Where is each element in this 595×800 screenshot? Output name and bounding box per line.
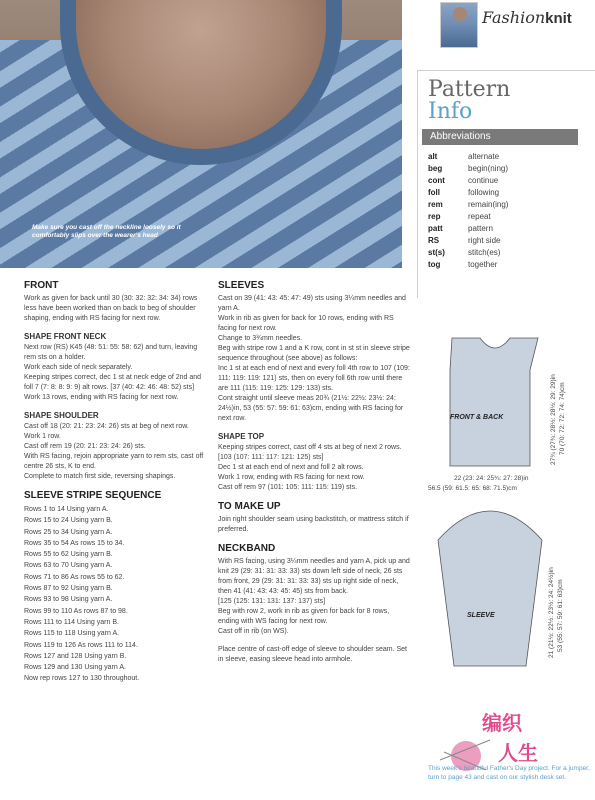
front-text: Work as given for back until 30 (30: 32: 32: 34: 34) rows less have been worked than on back to beg of shoulder shaping, ending with RS facing for next row. — [24, 295, 198, 322]
sleeves-text-6: Cont straight until sleeve meas 20¾ (21½: 22½: 23½: 24: 24½)in, 53 (55: 57: 59: 61: 63)cm, ending with RS facing for next row. — [218, 395, 404, 422]
abbreviation-row — [428, 223, 508, 235]
abbr-value: repeat — [468, 212, 491, 221]
section-shape-top: SHAPE TOP — [218, 432, 265, 441]
sleeves-text-1: Cast on 39 (41: 43: 45: 47: 49) sts using 3¼mm needles and yarn A. — [218, 295, 406, 312]
cover-thumbnail — [440, 2, 478, 48]
sleeve-label: SLEEVE — [467, 612, 495, 619]
info-title-1: Pattern — [428, 77, 511, 102]
top-text-2: Dec 1 st at each end of next and foll 2 alt rows. — [218, 464, 364, 471]
stripe-row: Now rep rows 127 to 130 throughout. — [24, 675, 140, 683]
section-shape-front-neck: SHAPE FRONT NECK — [24, 332, 107, 341]
sleeves-text-3: Change to 3¾mm needles. — [218, 335, 303, 342]
stripe-row-list — [24, 504, 210, 685]
abbreviation-row — [428, 175, 508, 187]
sleeve-height-in: 21 (21½: 22½: 23½: 24: 24½)in — [548, 567, 555, 658]
section-sleeves: SLEEVES — [218, 280, 265, 291]
abbr-key: rem — [428, 200, 443, 209]
info-title-2: Info — [428, 99, 473, 124]
sleeve-diagram — [430, 500, 550, 670]
abbr-value: begin(ning) — [468, 164, 509, 173]
top-text-1: Keeping stripes correct, cast off 4 sts at beg of next 2 rows. [103 (107: 111: 117: 121: 125) sts] — [218, 444, 402, 461]
neckband-text-3: Beg with row 2, work in rib as given for back for 8 rows, ending with WS facing for next row. — [218, 608, 390, 625]
shoulder-text-5: Complete to match first side, reversing shapings. — [24, 473, 176, 480]
svg-text:编织: 编织 — [482, 711, 522, 735]
stripe-row: Rows 115 to 118 Using yarn A. — [24, 630, 120, 638]
abbreviation-row — [428, 163, 508, 175]
section-shape-shoulder: SHAPE SHOULDER — [24, 411, 99, 420]
abbr-key: rep — [428, 212, 441, 221]
neckband-text-2: [125 (125: 131: 131: 137: 137) sts] — [218, 598, 326, 605]
abbreviation-row — [428, 235, 508, 247]
stripe-row: Rows 63 to 70 Using yarn A. — [24, 562, 113, 570]
stripe-row: Rows 15 to 24 Using yarn B. — [24, 517, 113, 525]
abbr-key: cont — [428, 176, 445, 185]
stripe-row: Rows 119 to 126 As rows 111 to 114. — [24, 641, 138, 649]
abbr-key: st(s) — [428, 248, 445, 257]
abbr-value: alternate — [468, 152, 500, 161]
abbreviations-table — [428, 151, 508, 271]
stripe-row: Rows 71 to 86 As rows 55 to 62. — [24, 573, 125, 581]
abbreviation-row — [428, 151, 508, 163]
abbr-value: stitch(es) — [468, 248, 501, 257]
watermark-area — [420, 700, 595, 800]
abbr-key: tog — [428, 260, 441, 269]
abbr-value: together — [468, 260, 498, 269]
stripe-row: Rows 99 to 110 As rows 87 to 98. — [24, 607, 128, 615]
abbr-key: RS — [428, 236, 440, 245]
brand-logo: Fashionknit — [482, 8, 572, 27]
sleeves-text-4: Beg with stripe row 1 and a K row, cont in st st in sleeve stripe sequence throughout (see above) as follows: — [218, 345, 410, 362]
abbr-key: patt — [428, 224, 443, 233]
section-sleeve-stripe: SLEEVE STRIPE SEQUENCE — [24, 490, 162, 501]
neck-text-4: Work 13 rows, ending with RS facing for next row. — [24, 394, 179, 401]
top-text-3: Work 1 row, ending with RS facing for next row. — [218, 474, 365, 481]
svg-text:人生: 人生 — [498, 741, 538, 765]
abbreviation-row — [428, 187, 508, 199]
stripe-row: Rows 35 to 54 As rows 15 to 34. — [24, 539, 125, 547]
shoulder-text-3: Cast off rem 19 (20: 21: 23: 24: 26) sts. — [24, 443, 146, 450]
stripe-row: Rows 111 to 114 Using yarn B. — [24, 618, 119, 626]
abbr-key: alt — [428, 152, 438, 161]
magazine-header — [436, 0, 595, 52]
front-back-diagram — [430, 330, 560, 470]
body-width-in: 22 (23: 24: 25¾: 27: 28)in — [454, 475, 529, 482]
abbreviation-row — [428, 259, 508, 271]
neck-text-2: Work each side of neck separately. — [24, 364, 133, 371]
abbreviation-row — [428, 199, 508, 211]
stripe-row: Rows 93 to 98 Using yarn A. — [24, 596, 113, 604]
top-text-4: Cast off rem 97 (101: 105: 111: 115: 119) sts. — [218, 484, 358, 491]
section-make-up: TO MAKE UP — [218, 501, 281, 512]
shoulder-text-4: With RS facing, rejoin appropriate yarn to rem sts, cast off centre 26 sts, K to end. — [24, 453, 204, 470]
body-height-cm: 70 (70: 72: 72: 74: 74)cm — [559, 382, 566, 455]
abbr-value: continue — [468, 176, 499, 185]
abbreviation-row — [428, 211, 508, 223]
shoulder-text-1: Cast off 18 (20: 21: 23: 24: 26) sts at beg of next row. — [24, 423, 189, 430]
neckband-text-1: With RS facing, using 3¼mm needles and yarn A, pick up and knit 29 (29: 31: 31: 33: 33) sts down left side of neck, 26 sts from front, 29 (29: 31: 31: 33: 33) sts up right side of neck, then 41 (41: 43: 43: 45: 45) sts from back. — [218, 558, 410, 595]
neckband-text-4: Cast off in rib (on WS). — [218, 628, 289, 635]
pattern-info-box — [417, 70, 595, 298]
abbreviations-heading: Abbreviations — [422, 129, 578, 145]
stripe-row: Rows 55 to 62 Using yarn B. — [24, 551, 113, 559]
section-front: FRONT — [24, 280, 59, 291]
abbr-key: beg — [428, 164, 443, 173]
sleeves-text-2: Work in rib as given for back for 10 rows, ending with RS facing for next row. — [218, 315, 394, 332]
body-width-cm: 56.5 (59: 61.5: 65: 68: 71.5)cm — [428, 485, 517, 492]
sleeve-height-cm: 53 (55: 57: 59: 61: 63)cm — [557, 579, 564, 652]
photo-caption: Make sure you cast off the neckline loosely so it comfortably slips over the wearer's head — [32, 224, 181, 239]
stripe-row: Rows 129 and 130 Using yarn A. — [24, 664, 126, 672]
stripe-row: Rows 25 to 34 Using yarn A. — [24, 528, 113, 536]
watermark-text: This week's beautiful Father's Day project. For a jumper, turn to page 43 and cast on our stylish desk set. — [428, 765, 590, 781]
abbr-value: pattern — [468, 224, 493, 233]
stripe-row: Rows 127 and 128 Using yarn B. — [24, 652, 127, 660]
section-neckband: NECKBAND — [218, 543, 276, 554]
shoulder-text-2: Work 1 row. — [24, 433, 61, 440]
abbr-value: remain(ing) — [468, 200, 509, 209]
final-text: Place centre of cast-off edge of sleeve to shoulder seam. Set in sleeve, easing sleeve head into armhole. — [218, 646, 407, 663]
column-2 — [218, 280, 410, 665]
watermark-logo-icon — [420, 700, 595, 800]
abbreviation-row — [428, 247, 508, 259]
body-height-in: 27¾ (27¾: 28½: 28½: 29: 29)in — [550, 374, 557, 465]
neck-text-1: Next row (RS) K45 (48: 51: 55: 58: 62) and turn, leaving rem sts on a holder. — [24, 344, 198, 361]
sleeves-text-5: Inc 1 st at each end of next and every foll 4th row to 107 (109: 111: 119: 119: 121) sts, then on every foll 6th row until there are 111 (115: 119: 125: 129: 133) sts. — [218, 365, 410, 392]
front-back-label: FRONT & BACK — [450, 414, 504, 421]
column-1 — [24, 280, 210, 685]
stripe-row: Rows 87 to 92 Using yarn B. — [24, 585, 113, 593]
make-up-text: Join right shoulder seam using backstitch, or mattress stitch if preferred. — [218, 516, 409, 533]
neck-text-3: Keeping stripes correct, dec 1 st at neck edge of 2nd and foll 7 (7: 8: 8: 9: 9) alt rows. [37 (40: 42: 46: 48: 52) sts] — [24, 374, 202, 391]
abbr-value: right side — [468, 236, 501, 245]
stripe-row: Rows 1 to 14 Using yarn A. — [24, 506, 109, 513]
abbr-value: following — [468, 188, 500, 197]
abbr-key: foll — [428, 188, 440, 197]
hero-photo — [0, 0, 402, 268]
